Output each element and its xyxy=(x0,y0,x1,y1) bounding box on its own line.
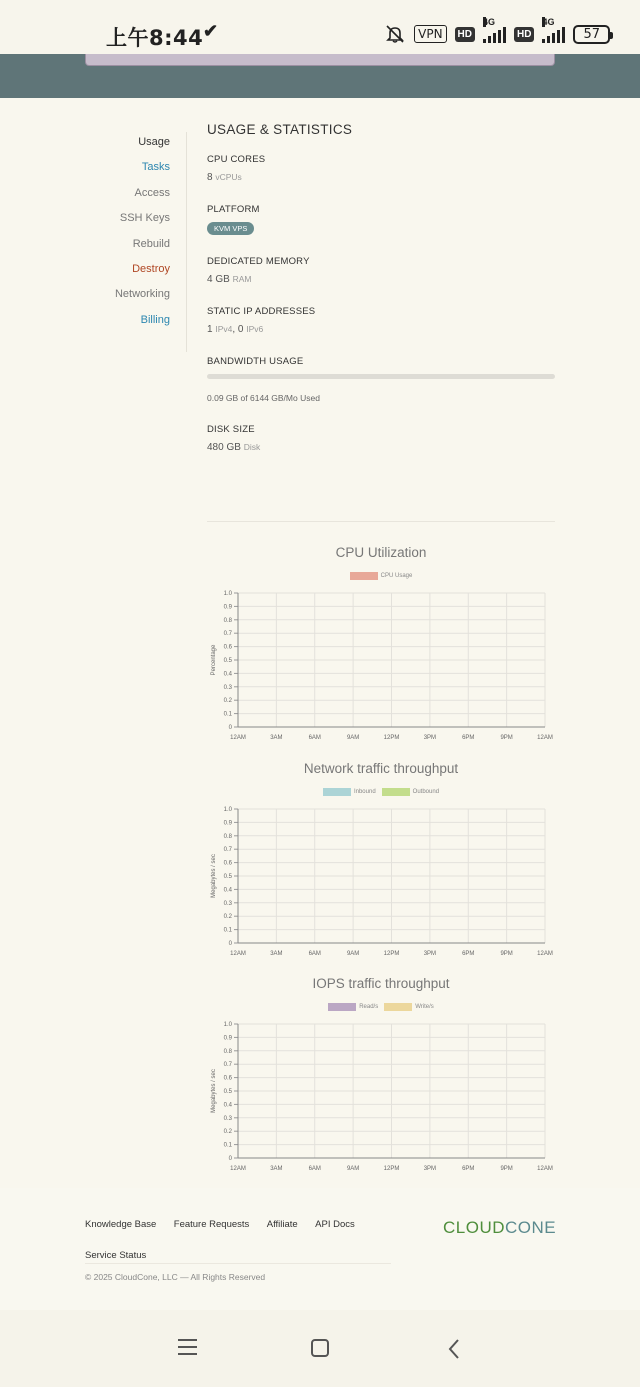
x-tick-label: 12AM xyxy=(537,735,553,741)
x-tick-label: 9AM xyxy=(346,735,360,741)
y-tick-label: 0.4 xyxy=(223,887,232,894)
y-axis-label: Percentage xyxy=(211,644,217,676)
stat-label: STATIC IP ADDRESSES xyxy=(207,306,316,317)
chart-legend xyxy=(205,788,557,798)
platform-badge: KVM VPS xyxy=(207,222,254,235)
y-tick-label: 0.3 xyxy=(223,684,232,691)
bell-muted-icon xyxy=(384,24,406,44)
sidebar-item-usage[interactable]: Usage xyxy=(138,136,170,148)
legend-label: Read/s xyxy=(359,1004,379,1010)
y-tick-label: 1.0 xyxy=(223,591,232,597)
sidebar-item-access[interactable]: Access xyxy=(134,186,170,199)
legend-label: Write/s xyxy=(415,1004,434,1010)
footer-link-service-status[interactable]: Service Status xyxy=(85,1250,147,1261)
y-tick-label: 0.8 xyxy=(223,617,232,624)
y-tick-label: 0.4 xyxy=(223,671,232,678)
y-tick-label: 0.2 xyxy=(223,914,232,921)
stat-platform xyxy=(207,204,555,235)
sidebar-item-rebuild[interactable]: Rebuild xyxy=(132,237,170,250)
stat-label: DISK SIZE xyxy=(207,424,255,435)
y-tick-label: 0.3 xyxy=(223,1115,232,1122)
clock: 上午8:44 xyxy=(106,26,204,50)
x-tick-label: 9PM xyxy=(500,735,513,741)
footer xyxy=(0,1188,640,1310)
legend-label: CPU Usage xyxy=(380,573,413,579)
stat-value: 480 GB Disk xyxy=(207,442,261,453)
legend-label: Outbound xyxy=(412,789,440,795)
back-icon[interactable] xyxy=(446,1339,464,1359)
legend-item[interactable] xyxy=(382,788,439,796)
stat-cpu xyxy=(207,154,555,183)
sidebar-item-networking[interactable]: Networking xyxy=(114,288,170,301)
legend-label: Inbound xyxy=(353,789,376,795)
footer-divider xyxy=(85,1263,391,1264)
stat-value: 1 IPv4, 0 IPv6 xyxy=(207,324,264,335)
y-tick-label: 0.9 xyxy=(223,820,232,827)
legend-item[interactable] xyxy=(323,788,376,796)
stat-label: CPU CORES xyxy=(207,154,266,165)
stat-value: 4 GB RAM xyxy=(207,274,252,285)
chart-title: IOPS traffic throughput xyxy=(312,976,450,991)
x-tick-label: 12PM xyxy=(383,951,400,957)
x-tick-label: 3PM xyxy=(423,1166,437,1172)
chart-title: CPU Utilization xyxy=(335,545,427,560)
y-tick-label: 0.7 xyxy=(223,847,232,854)
check-icon: ✔ xyxy=(203,21,219,41)
x-tick-label: 3PM xyxy=(423,735,437,741)
chart-plot xyxy=(205,1016,557,1176)
main-content xyxy=(0,98,640,1188)
iops-chart xyxy=(205,976,557,1176)
x-tick-label: 6AM xyxy=(308,951,321,957)
y-tick-label: 0 xyxy=(228,725,232,731)
x-tick-label: 6PM xyxy=(462,951,475,957)
x-tick-label: 9PM xyxy=(500,1166,513,1172)
stat-disk xyxy=(207,424,555,453)
y-tick-label: 0.1 xyxy=(223,927,232,934)
home-icon[interactable] xyxy=(311,1339,329,1357)
x-tick-label: 12AM xyxy=(230,735,246,741)
section-title: USAGE & STATISTICS xyxy=(207,122,353,137)
chart-legend xyxy=(205,572,557,582)
brand-logo[interactable]: CLOUDCONE xyxy=(443,1218,557,1237)
sidebar-item-ssh-keys[interactable]: SSH Keys xyxy=(119,212,170,225)
y-tick-label: 0.6 xyxy=(223,644,232,651)
x-tick-label: 12PM xyxy=(383,1166,400,1172)
y-tick-label: 0.7 xyxy=(223,631,232,638)
sidebar-item-tasks[interactable]: Tasks xyxy=(141,161,170,174)
usage-panel xyxy=(207,122,555,474)
legend-item[interactable] xyxy=(328,1003,378,1011)
x-tick-label: 12AM xyxy=(230,1166,246,1172)
copyright: © 2025 CloudCone, LLC — All Rights Reserved xyxy=(85,1272,266,1282)
legend-item[interactable] xyxy=(350,572,413,580)
x-tick-label: 6AM xyxy=(308,1166,321,1172)
bandwidth-text: 0.09 GB of 6144 GB/Mo Used xyxy=(207,393,320,403)
y-tick-label: 0.2 xyxy=(223,1129,232,1136)
y-tick-label: 0.4 xyxy=(223,1102,232,1109)
divider xyxy=(207,521,555,522)
hd-badge: HD xyxy=(514,27,534,42)
x-tick-label: 12AM xyxy=(537,1166,553,1172)
y-tick-label: 0.8 xyxy=(223,833,232,840)
x-tick-label: 3AM xyxy=(270,951,283,957)
server-sidenav xyxy=(60,132,187,352)
y-tick-label: 0.6 xyxy=(223,1075,232,1082)
y-tick-label: 0.2 xyxy=(223,698,232,705)
system-navbar xyxy=(0,1310,640,1387)
y-tick-label: 0.5 xyxy=(223,874,232,880)
signal-icon: 4G xyxy=(542,25,565,43)
x-tick-label: 6PM xyxy=(462,1166,475,1172)
y-tick-label: 0.5 xyxy=(223,1089,232,1095)
x-tick-label: 9AM xyxy=(346,1166,360,1172)
menu-icon[interactable] xyxy=(178,1339,197,1355)
chart-plot xyxy=(205,801,557,961)
stat-label: PLATFORM xyxy=(207,204,260,215)
legend-swatch xyxy=(350,572,378,580)
footer-links xyxy=(85,1214,395,1276)
network-chart xyxy=(205,761,557,961)
y-tick-label: 0.1 xyxy=(223,1142,232,1149)
y-tick-label: 0 xyxy=(228,1156,232,1162)
stat-memory xyxy=(207,256,555,285)
footer-link-affiliate[interactable]: Affiliate xyxy=(266,1219,298,1230)
x-tick-label: 6PM xyxy=(462,735,475,741)
x-tick-label: 6AM xyxy=(308,735,321,741)
y-axis-label: Megabytes / sec xyxy=(211,854,217,898)
hd-badge: HD xyxy=(455,27,475,42)
y-tick-label: 0.7 xyxy=(223,1062,232,1069)
stat-value: 8 vCPUs xyxy=(207,172,242,183)
y-tick-label: 0 xyxy=(228,941,232,947)
y-tick-label: 0.5 xyxy=(223,658,232,664)
y-tick-label: 0.9 xyxy=(223,1035,232,1042)
footer-link-api-docs[interactable]: API Docs xyxy=(315,1219,355,1230)
y-tick-label: 0.3 xyxy=(223,900,232,907)
vpn-badge: VPN xyxy=(414,25,446,43)
chart-legend xyxy=(205,1003,557,1013)
cpu-chart xyxy=(205,545,557,745)
chart-plot xyxy=(205,585,557,745)
status-bar xyxy=(0,0,640,54)
stat-label: BANDWIDTH USAGE xyxy=(207,356,304,367)
x-tick-label: 3PM xyxy=(423,951,437,957)
bandwidth-progress-bar xyxy=(207,374,555,379)
sidebar-item-destroy[interactable]: Destroy xyxy=(132,262,170,275)
x-tick-label: 3AM xyxy=(270,1166,283,1172)
stat-label: DEDICATED MEMORY xyxy=(207,256,310,267)
y-tick-label: 0.6 xyxy=(223,860,232,867)
y-tick-label: 0.1 xyxy=(223,711,232,718)
x-tick-label: 9PM xyxy=(500,951,513,957)
legend-item[interactable] xyxy=(384,1003,434,1011)
legend-swatch xyxy=(323,788,351,796)
header-panel xyxy=(85,54,555,66)
footer-link-feature-requests[interactable]: Feature Requests xyxy=(173,1219,250,1230)
y-tick-label: 0.9 xyxy=(223,604,232,611)
legend-swatch xyxy=(384,1003,412,1011)
x-tick-label: 3AM xyxy=(270,735,283,741)
x-tick-label: 12PM xyxy=(383,735,400,741)
legend-swatch xyxy=(328,1003,356,1011)
footer-link-knowledge-base[interactable]: Knowledge Base xyxy=(85,1219,157,1230)
chart-title: Network traffic throughput xyxy=(303,761,459,776)
y-axis-label: Megabytes / sec xyxy=(211,1069,217,1113)
y-tick-label: 0.8 xyxy=(223,1048,232,1055)
stat-bandwidth xyxy=(207,356,555,403)
battery-icon: 57 xyxy=(573,25,610,44)
signal-icon: 4G xyxy=(483,25,506,43)
x-tick-label: 12AM xyxy=(537,951,553,957)
x-tick-label: 12AM xyxy=(230,951,246,957)
y-tick-label: 1.0 xyxy=(223,807,232,813)
legend-swatch xyxy=(382,788,410,796)
stat-ips xyxy=(207,306,555,335)
sidebar-item-billing[interactable]: Billing xyxy=(140,313,170,326)
x-tick-label: 9AM xyxy=(346,951,360,957)
y-tick-label: 1.0 xyxy=(223,1022,232,1028)
